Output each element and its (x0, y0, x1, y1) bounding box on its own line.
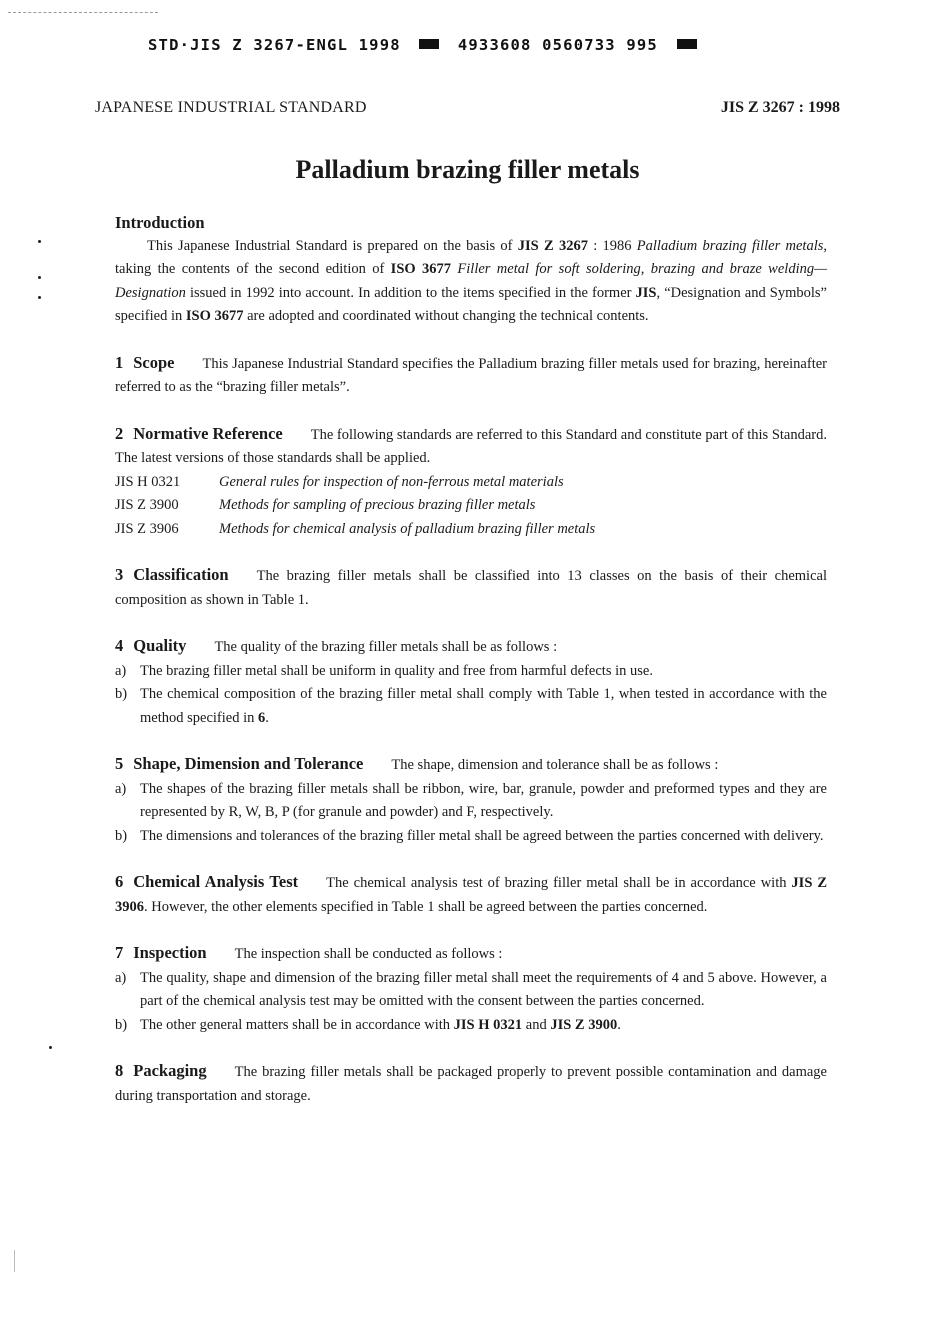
section-shape-dimension-tolerance (115, 752, 827, 848)
intro-heading: Introduction (115, 213, 205, 232)
scan-speck (38, 240, 41, 243)
list-item: a) The shapes of the brazing filler metals shall be ribbon, wire, bar, granule, powder and preformed types and they are represented by R, W, B, P (for granule and powder) and F, respectively. (115, 780, 827, 820)
list-item: b) The chemical composition of the brazing filler metal shall comply with Table 1, when tested in accordance with the method specified in 6. (115, 686, 827, 726)
shape-text: 5 Shape, Dimension and Tolerance The shape, dimension and tolerance shall be as follows : (115, 754, 719, 773)
stamp-left: STD·JIS Z 3267-ENGL 1998 (148, 36, 401, 54)
scan-artifact-line (8, 12, 158, 14)
inspection-text: 7 Inspection The inspection shall be conducted as follows : (115, 943, 503, 962)
scan-artifact-line (14, 1250, 15, 1272)
page-title: Palladium brazing filler metals (295, 155, 640, 184)
section-packaging (115, 1059, 827, 1108)
list-item: b) The other general matters shall be in accordance with JIS H 0321 and JIS Z 3900. (115, 1016, 621, 1033)
section-quality (115, 634, 827, 730)
stamp-right: 4933608 0560733 995 (457, 36, 658, 54)
stamp-block (419, 39, 439, 49)
list-item: b) The dimensions and tolerances of the brazing filler metal shall be agreed between the parties concerned with delivery. (115, 827, 824, 844)
intro-text: This Japanese Industrial Standard is prepared on the basis of JIS Z 3267 : 1986 Palladium brazing filler metals, taking the contents of the second edition of ISO 3677 Filler metal for soft soldering, brazing and braze welding—Designation issued in 1992 into account. In addition to the items specified in the former JIS, “Designation and Symbols” specified in ISO 3677 are adopted and coordinated without changing the technical contents. (115, 237, 828, 324)
stamp-block (677, 39, 697, 49)
normative-reference-text: 2 Normative Reference The following standards are referred to this Standard and constitute part of this Standard. The latest versions of those standards shall be applied. (115, 423, 827, 466)
reference-item: JIS Z 3906 Methods for chemical analysis of palladium brazing filler metals (115, 520, 596, 537)
reference-item: JIS H 0321 General rules for inspection of non-ferrous metal materials (115, 473, 564, 490)
quality-text: 4 Quality The quality of the brazing filler metals shall be as follows : (115, 636, 558, 655)
section-normative-reference (115, 422, 827, 542)
packaging-text: 8 Packaging The brazing filler metals shall be packaged properly to prevent possible contamination and damage during transportation and storage. (115, 1061, 827, 1104)
header-standard-type: JAPANESE INDUSTRIAL STANDARD (95, 99, 367, 116)
section-chemical-analysis-test (115, 870, 827, 919)
document-stamp (148, 36, 705, 54)
section-introduction (115, 211, 827, 329)
document-body (115, 211, 827, 1108)
header-standard-number: JIS Z 3267 : 1998 (720, 99, 840, 116)
list-item: a) The quality, shape and dimension of the brazing filler metal shall meet the requirements of 4 and 5 above. However, a part of the chemical analysis test may be omitted with the consent between the parties concerned. (115, 969, 827, 1009)
list-item: a) The brazing filler metal shall be uniform in quality and free from harmful defects in use. (115, 662, 653, 679)
section-classification (115, 563, 827, 612)
reference-item: JIS Z 3900 Methods for sampling of precious brazing filler metals (115, 497, 536, 513)
section-scope (115, 351, 827, 400)
scan-speck (38, 296, 41, 299)
scan-speck (38, 276, 41, 279)
chemical-analysis-text: 6 Chemical Analysis Test The chemical analysis test of brazing filler metal shall be in accordance with JIS Z 3906. However, the other elements specified in Table 1 shall be agreed between the parties concerned. (115, 872, 827, 915)
scope-text: 1 Scope This Japanese Industrial Standard specifies the Palladium brazing filler metals used for brazing, hereinafter referred to as the “brazing filler metals”. (115, 352, 827, 395)
classification-text: 3 Classification The brazing filler metals shall be classified into 13 classes on the basis of their chemical composition as shown in Table 1. (115, 565, 827, 608)
scan-speck (49, 1046, 52, 1049)
section-inspection (115, 941, 827, 1037)
